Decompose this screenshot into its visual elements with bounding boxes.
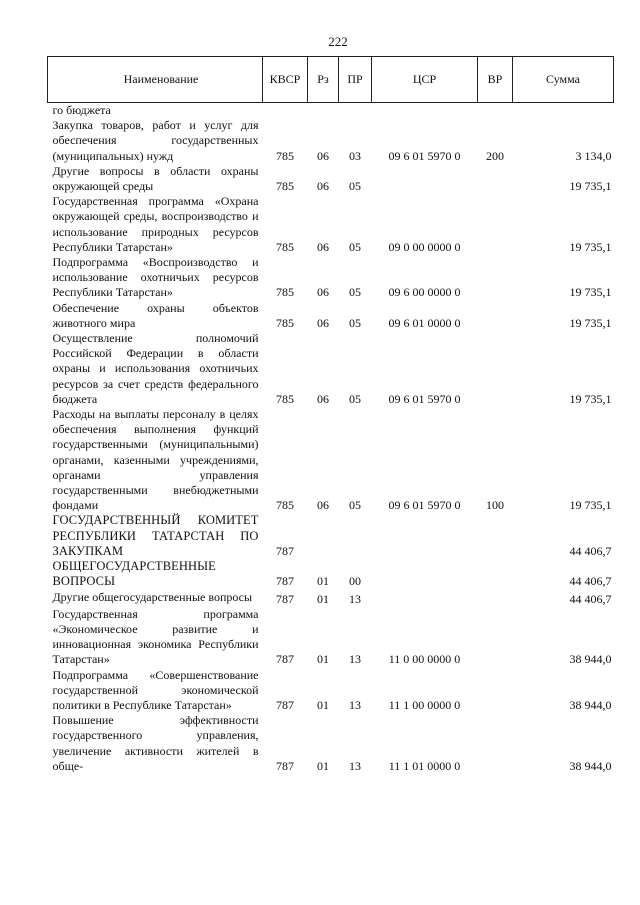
cell-vr xyxy=(478,164,513,194)
cell-sum: 38 944,0 xyxy=(569,652,612,667)
cell-csr xyxy=(372,513,478,559)
cell-pr: 05 xyxy=(349,179,361,194)
cell-kvsr: 787 xyxy=(276,758,294,773)
cell-pr: 00 xyxy=(349,574,361,589)
table-row xyxy=(48,513,614,559)
cell-kvsr xyxy=(263,103,308,119)
cell-csr: 09 6 01 5970 0 xyxy=(388,148,461,163)
cell-vr xyxy=(478,331,513,407)
cell-name: Другие общегосударственные вопросы xyxy=(52,589,253,604)
cell-csr xyxy=(372,164,478,194)
cell-sum: 19 735,1 xyxy=(569,498,612,513)
cell-csr: 09 6 01 5970 0 xyxy=(388,391,461,406)
cell-kvsr: 785 xyxy=(276,498,294,513)
cell-sum: 44 406,7 xyxy=(569,543,612,558)
cell-name: Обеспечение охраны объектов животного мира xyxy=(52,300,259,330)
cell-sum: 19 735,1 xyxy=(569,315,612,330)
cell-pr: 13 xyxy=(349,697,361,712)
column-header-kvsr: КВСР xyxy=(263,57,308,103)
cell-vr xyxy=(478,590,513,607)
cell-name: Государственная программа «Экономическое развитие и инновационная экономика Республики Татарстан» xyxy=(52,606,259,667)
cell-vr xyxy=(478,255,513,301)
table-row xyxy=(48,118,614,164)
cell-vr xyxy=(478,103,513,119)
cell-rz: 01 xyxy=(317,574,329,589)
cell-rz: 06 xyxy=(317,315,329,330)
column-header-sum: Сумма xyxy=(513,57,614,103)
table-row xyxy=(48,164,614,194)
cell-csr xyxy=(372,559,478,589)
cell-rz: 06 xyxy=(317,239,329,254)
cell-sum: 44 406,7 xyxy=(569,574,612,589)
cell-csr: 09 6 00 0000 0 xyxy=(388,285,461,300)
cell-name: Подпрограмма «Совершенствование государственной экономической политики в Республике Татарстан» xyxy=(52,667,259,712)
cell-csr: 11 1 00 0000 0 xyxy=(388,697,461,712)
cell-csr xyxy=(372,590,478,607)
table-row xyxy=(48,407,614,513)
cell-csr: 09 6 01 5970 0 xyxy=(388,498,461,513)
cell-pr: 13 xyxy=(349,652,361,667)
cell-vr xyxy=(478,559,513,589)
cell-kvsr: 787 xyxy=(276,574,294,589)
cell-pr: 13 xyxy=(349,758,361,773)
table-body xyxy=(48,103,614,774)
cell-pr xyxy=(339,513,372,559)
cell-name: Другие вопросы в области охраны окружающей среды xyxy=(52,163,259,194)
cell-rz: 06 xyxy=(317,179,329,194)
column-header-rz: Рз xyxy=(308,57,339,103)
cell-rz: 06 xyxy=(317,285,329,300)
cell-pr: 03 xyxy=(349,148,361,163)
cell-rz: 01 xyxy=(317,697,329,712)
cell-pr: 05 xyxy=(349,315,361,330)
table-row xyxy=(48,194,614,255)
cell-vr xyxy=(478,301,513,331)
cell-pr: 05 xyxy=(349,498,361,513)
cell-name: Повышение эффективности государственного управления, увеличение активности жителей в обще- xyxy=(52,713,259,773)
table-row xyxy=(48,590,614,607)
cell-vr xyxy=(478,607,513,668)
cell-name: ОБЩЕГОСУДАРСТВЕННЫЕ ВОПРОСЫ xyxy=(52,559,216,589)
budget-table xyxy=(47,56,614,774)
cell-kvsr: 787 xyxy=(276,652,294,667)
cell-kvsr: 785 xyxy=(276,285,294,300)
cell-sum: 3 134,0 xyxy=(575,148,612,163)
cell-rz xyxy=(308,513,339,559)
cell-rz: 01 xyxy=(317,758,329,773)
cell-pr: 13 xyxy=(349,591,361,606)
cell-name: го бюджета xyxy=(52,103,111,117)
cell-csr: 11 0 00 0000 0 xyxy=(388,652,461,667)
cell-sum xyxy=(513,103,614,119)
cell-kvsr: 785 xyxy=(276,148,294,163)
cell-sum: 19 735,1 xyxy=(569,179,612,194)
cell-pr: 05 xyxy=(349,285,361,300)
cell-name: Осуществление полномочий Российской Федерации в области охраны и использования охотничьих ресурсов за счет средств федерального бюджета xyxy=(52,331,259,406)
column-header-vr: ВР xyxy=(478,57,513,103)
table-row xyxy=(48,255,614,301)
page-number: 222 xyxy=(328,34,348,49)
table-row xyxy=(48,713,614,774)
cell-name: Подпрограмма «Воспроизводство и использование охотничьих ресурсов Республики Татарстан» xyxy=(52,255,259,300)
cell-rz: 06 xyxy=(317,148,329,163)
cell-vr xyxy=(478,513,513,559)
cell-rz: 01 xyxy=(317,652,329,667)
cell-csr: 11 1 01 0000 0 xyxy=(388,758,461,773)
table-row xyxy=(48,559,614,589)
column-header-pr: ПР xyxy=(339,57,372,103)
cell-vr xyxy=(478,713,513,774)
cell-vr xyxy=(478,194,513,255)
cell-sum: 44 406,7 xyxy=(569,591,612,606)
cell-csr xyxy=(372,103,478,119)
column-header-name: Наименование xyxy=(48,57,263,103)
cell-kvsr: 787 xyxy=(276,543,294,558)
table-row xyxy=(48,301,614,331)
column-header-csr: ЦСР xyxy=(372,57,478,103)
table-row xyxy=(48,668,614,714)
cell-kvsr: 787 xyxy=(276,591,294,606)
cell-sum: 38 944,0 xyxy=(569,697,612,712)
cell-rz: 01 xyxy=(317,591,329,606)
cell-rz xyxy=(308,103,339,119)
cell-sum: 19 735,1 xyxy=(569,391,612,406)
cell-vr: 200 xyxy=(486,148,504,163)
cell-kvsr: 785 xyxy=(276,315,294,330)
cell-pr xyxy=(339,103,372,119)
table-row xyxy=(48,331,614,407)
cell-kvsr: 787 xyxy=(276,697,294,712)
cell-vr: 100 xyxy=(486,498,504,513)
cell-kvsr: 785 xyxy=(276,391,294,406)
cell-kvsr: 785 xyxy=(276,239,294,254)
cell-kvsr: 785 xyxy=(276,179,294,194)
table-row xyxy=(48,607,614,668)
cell-pr: 05 xyxy=(349,239,361,254)
cell-csr: 09 6 01 0000 0 xyxy=(388,315,461,330)
table-row xyxy=(48,103,614,119)
cell-pr: 05 xyxy=(349,391,361,406)
cell-sum: 19 735,1 xyxy=(569,285,612,300)
cell-rz: 06 xyxy=(317,498,329,513)
cell-sum: 19 735,1 xyxy=(569,239,612,254)
cell-rz: 06 xyxy=(317,391,329,406)
cell-name: Государственная программа «Охрана окружающей среды, воспроизводство и использование природных ресурсов Республики Татарстан» xyxy=(52,194,259,254)
cell-name: Расходы на выплаты персоналу в целях обеспечения выполнения функций государственными (муниципальными) органами, казенными учреждениями, органами управления государственными внебюджетными фондами xyxy=(52,407,259,513)
cell-csr: 09 0 00 0000 0 xyxy=(388,239,461,254)
cell-name: Закупка товаров, работ и услуг для обеспечения государственных (муниципальных) нужд xyxy=(52,118,259,163)
cell-name: ГОСУДАРСТВЕННЫЙ КОМИТЕТ РЕСПУБЛИКИ ТАТАРСТАН ПО ЗАКУПКАМ xyxy=(52,513,259,558)
cell-sum: 38 944,0 xyxy=(569,758,612,773)
table-header xyxy=(48,57,614,103)
cell-vr xyxy=(478,668,513,714)
